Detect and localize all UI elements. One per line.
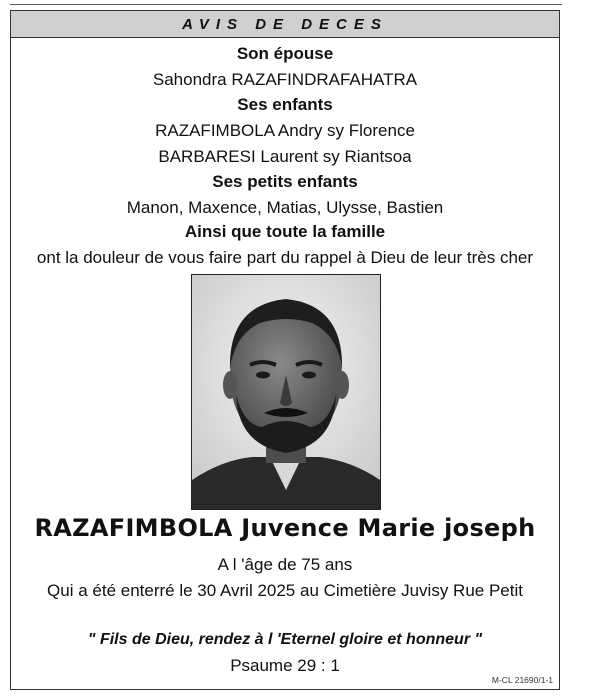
spouse-name: Sahondra RAZAFINDRAFAHATRA bbox=[152, 70, 418, 89]
portrait-image bbox=[192, 275, 380, 509]
burial-line: Qui a été enterré le 30 Avril 2025 au Cimetière Juvisy Rue Petit bbox=[47, 581, 523, 600]
label-grandchildren: Ses petits enfants bbox=[212, 172, 358, 191]
label-spouse: Son épouse bbox=[236, 44, 334, 63]
announcement-line: ont la douleur de vous faire part du rappel à Dieu de leur très cher bbox=[36, 248, 534, 267]
children-line-2: BARBARESI Laurent sy Riantsoa bbox=[158, 147, 412, 166]
portrait-photo bbox=[191, 274, 381, 510]
quote-reference: Psaume 29 : 1 bbox=[230, 656, 340, 675]
children-line-1: RAZAFIMBOLA Andry sy Florence bbox=[155, 121, 415, 140]
label-children: Ses enfants bbox=[237, 95, 333, 114]
bible-quote: " Fils de Dieu, rendez à l 'Eternel gloire et honneur " bbox=[87, 631, 483, 648]
label-family: Ainsi que toute la famille bbox=[184, 222, 386, 241]
reference-code: M-CL 21690/1-1 bbox=[491, 675, 553, 685]
grandchildren-names: Manon, Maxence, Matias, Ulysse, Bastien bbox=[126, 198, 444, 217]
age-line: A l 'âge de 75 ans bbox=[217, 555, 353, 574]
deceased-name: RAZAFIMBOLA Juvence Marie joseph bbox=[34, 514, 536, 542]
death-notice bbox=[10, 10, 560, 690]
header-bar bbox=[11, 11, 559, 38]
top-rule bbox=[10, 4, 562, 5]
header-title: AVIS DE DECES bbox=[182, 15, 388, 33]
